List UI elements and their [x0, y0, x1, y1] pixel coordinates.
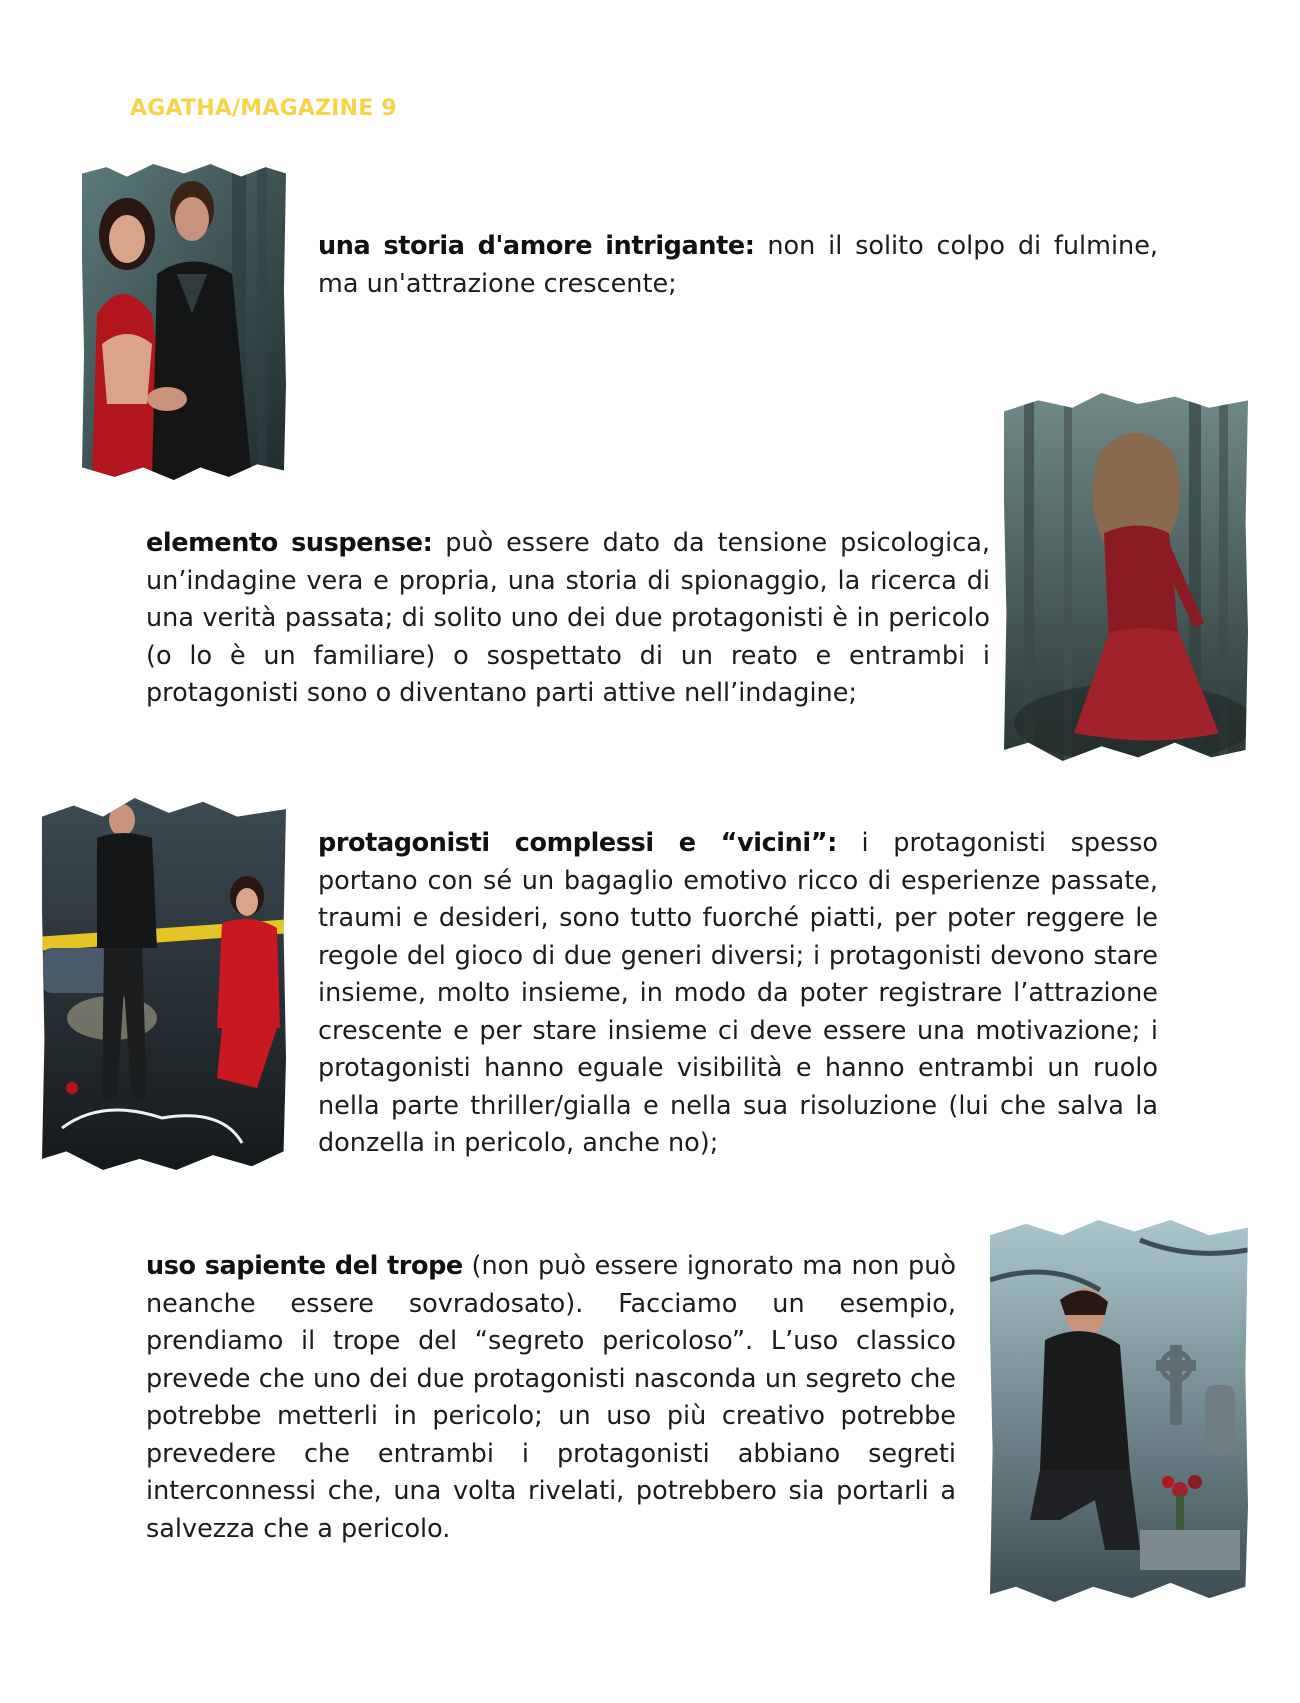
- body-romance: non il solito colpo di fulmine, ma un'attrazione crescente;: [318, 231, 1158, 299]
- body-protagonists: i protagonisti spesso portano con sé un bagaglio emotivo ricco di esperienze passate, traumi e desideri, sono tutto fuorché piatti, per poter reggere le regole del gioco di due generi diversi; i protagonisti devono stare insieme, molto insieme, in modo da poter registrare l’attrazione crescente e per stare insieme ci deve essere una motivazione; i protagonisti hanno eguale visibilità e hanno entrambi un ruolo nella parte thriller/gialla e nella sua risoluzione (lui che salva la donzella in pericolo, anche no);: [318, 828, 1158, 1158]
- woman-running-forest-illustration: [1004, 393, 1248, 761]
- section-suspense: [146, 525, 990, 713]
- section-trope: [146, 1248, 956, 1548]
- term-romance: una storia d'amore intrigante:: [318, 231, 755, 261]
- term-suspense: elemento suspense:: [146, 528, 433, 558]
- term-protagonists: protagonisti complessi e “vicini”:: [318, 828, 837, 858]
- body-trope: (non può essere ignorato ma non può neanche essere sovradosato). Facciamo un esempio, prendiamo il trope del “segreto pericoloso”. L’uso classico prevede che uno dei due protagonisti nasconda un segreto che potrebbe metterli in pericolo; un uso più creativo potrebbe prevedere che entrambi i protagonisti abbiano segreti interconnessi che, una volta rivelati, potrebbero sia portarli a salvezza che a pericolo.: [146, 1251, 956, 1544]
- section-protagonists: [318, 825, 1158, 1163]
- term-trope: uso sapiente del trope: [146, 1251, 463, 1281]
- crime-scene-illustration: [42, 798, 286, 1170]
- couple-embrace-illustration: [82, 164, 286, 480]
- section-romance: [318, 228, 1158, 303]
- man-kneeling-cemetery-illustration: [990, 1220, 1248, 1602]
- magazine-header: AGATHA/MAGAZINE 9: [130, 96, 397, 121]
- body-suspense: può essere dato da tensione psicologica, un’indagine vera e propria, una storia di spionaggio, la ricerca di una verità passata; di solito uno dei due protagonisti è in pericolo (o lo è un familiare) o sospettato di un reato e entrambi i protagonisti sono o diventano parti attive nell’indagine;: [146, 528, 990, 708]
